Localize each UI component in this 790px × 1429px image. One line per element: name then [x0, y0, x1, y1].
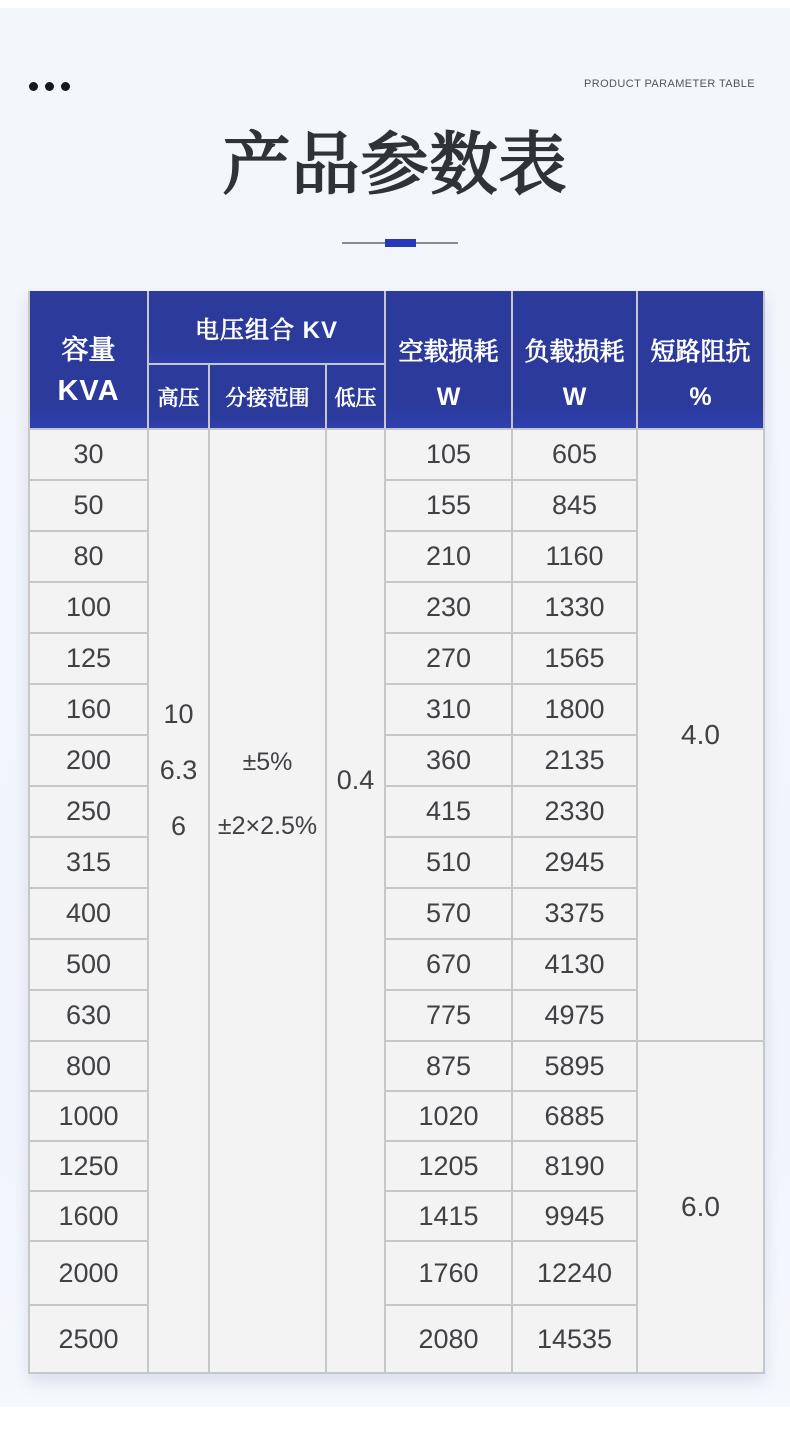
load-cell: 2135	[513, 736, 636, 785]
hv-value: 6.3	[159, 755, 198, 785]
noload-cell: 230	[386, 583, 511, 632]
load-cell: 1330	[513, 583, 636, 632]
noload-cell: 310	[386, 685, 511, 734]
header-load-loss	[513, 291, 636, 428]
load-cell: 9945	[513, 1192, 636, 1240]
load-cell: 6885	[513, 1092, 636, 1140]
cell-low-voltage-merged	[327, 430, 384, 1372]
header-impedance-line1: 短路阻抗	[650, 337, 751, 366]
load-cell: 12240	[513, 1242, 636, 1304]
noload-cell: 1205	[386, 1142, 511, 1190]
dot-icon	[45, 82, 54, 91]
header-high-voltage: 高压	[149, 365, 208, 428]
noload-cell: 510	[386, 838, 511, 887]
header-voltage-group: 电压组合 KV	[149, 291, 384, 363]
page-background	[0, 8, 790, 1418]
lv-value: 0.4	[336, 765, 375, 795]
capacity-cell: 100	[30, 583, 147, 632]
noload-cell: 1415	[386, 1192, 511, 1240]
capacity-cell: 125	[30, 634, 147, 683]
load-cell: 3375	[513, 889, 636, 938]
header-noload-line1: 空载损耗	[398, 337, 499, 366]
capacity-cell: 50	[30, 481, 147, 530]
eyebrow-label: PRODUCT PARAMETER TABLE	[584, 78, 755, 90]
dot-icon	[61, 82, 70, 91]
header-noload-line2: W	[436, 382, 461, 411]
header-capacity-line1: 容量	[61, 334, 116, 365]
load-cell: 5895	[513, 1042, 636, 1090]
load-cell: 4130	[513, 940, 636, 989]
header-impedance-line2: %	[689, 382, 712, 411]
hv-value: 10	[163, 699, 194, 729]
noload-cell: 570	[386, 889, 511, 938]
capacity-cell: 800	[30, 1042, 147, 1090]
noload-cell: 2080	[386, 1306, 511, 1372]
bottom-white-strip	[0, 1407, 790, 1418]
capacity-cell: 2000	[30, 1242, 147, 1304]
capacity-cell: 500	[30, 940, 147, 989]
noload-cell: 105	[386, 430, 511, 479]
noload-cell: 270	[386, 634, 511, 683]
divider-accent	[385, 239, 416, 247]
header-capacity-line2: KVA	[57, 374, 120, 407]
cell-tap-range-merged	[210, 430, 325, 1372]
load-cell: 8190	[513, 1142, 636, 1190]
capacity-cell: 315	[30, 838, 147, 887]
capacity-cell: 160	[30, 685, 147, 734]
hv-value: 6	[170, 811, 187, 841]
load-cell: 1565	[513, 634, 636, 683]
capacity-cell: 1000	[30, 1092, 147, 1140]
noload-cell: 415	[386, 787, 511, 836]
capacity-cell: 400	[30, 889, 147, 938]
dot-icon	[29, 82, 38, 91]
cell-impedance-group2: 6.0	[638, 1042, 763, 1372]
capacity-cell: 80	[30, 532, 147, 581]
capacity-cell: 30	[30, 430, 147, 479]
capacity-cell: 250	[30, 787, 147, 836]
header-impedance	[638, 291, 763, 428]
load-cell: 605	[513, 430, 636, 479]
page-title: 产品参数表	[222, 127, 568, 203]
load-cell: 1160	[513, 532, 636, 581]
noload-cell: 360	[386, 736, 511, 785]
cell-high-voltage-merged	[149, 430, 208, 1372]
cell-impedance-group1: 4.0	[638, 430, 763, 1040]
load-cell: 845	[513, 481, 636, 530]
parameter-table	[28, 291, 765, 1374]
header-low-voltage: 低压	[327, 365, 384, 428]
noload-cell: 670	[386, 940, 511, 989]
capacity-cell: 630	[30, 991, 147, 1040]
header-tap-range: 分接范围	[210, 365, 325, 428]
header-load-line2: W	[562, 382, 587, 411]
decor-dots	[29, 82, 70, 91]
load-cell: 1800	[513, 685, 636, 734]
tap-value: ±5%	[242, 748, 293, 776]
load-cell: 2330	[513, 787, 636, 836]
capacity-cell: 1250	[30, 1142, 147, 1190]
capacity-cell: 1600	[30, 1192, 147, 1240]
noload-cell: 775	[386, 991, 511, 1040]
noload-cell: 875	[386, 1042, 511, 1090]
load-cell: 14535	[513, 1306, 636, 1372]
load-cell: 2945	[513, 838, 636, 887]
noload-cell: 1020	[386, 1092, 511, 1140]
noload-cell: 1760	[386, 1242, 511, 1304]
capacity-cell: 200	[30, 736, 147, 785]
header-load-line1: 负载损耗	[524, 337, 625, 366]
header-capacity	[30, 291, 147, 428]
tap-value: ±2×2.5%	[217, 812, 318, 840]
noload-cell: 155	[386, 481, 511, 530]
header-noload-loss	[386, 291, 511, 428]
noload-cell: 210	[386, 532, 511, 581]
title-divider	[342, 239, 458, 247]
capacity-cell: 2500	[30, 1306, 147, 1372]
load-cell: 4975	[513, 991, 636, 1040]
